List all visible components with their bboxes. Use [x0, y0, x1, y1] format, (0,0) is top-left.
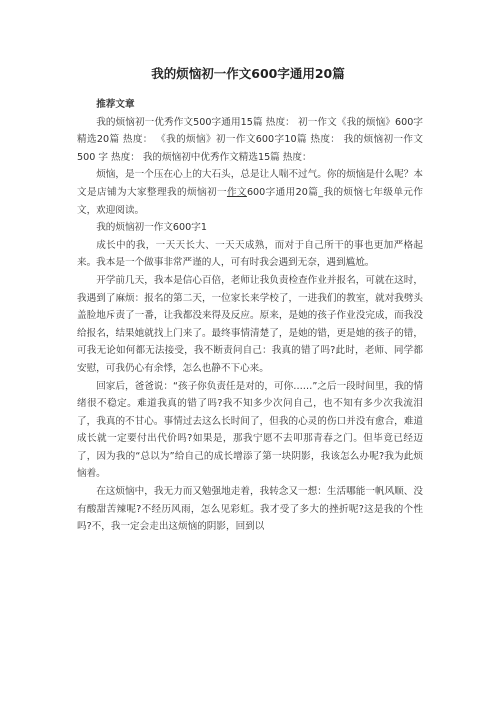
section-heading: 推荐文章 — [96, 99, 135, 110]
intro-text-before: 烦恼，是一个压在心上的大石头，总是让人喘不过气。你的烦恼是什么呢？本文是店铺为大家整理我的烦恼初一 — [77, 169, 423, 198]
intro-paragraph — [77, 166, 423, 219]
intro-text-after: 600字通用20篇_我的烦恼七年级单元作文，欢迎阅读。 — [77, 186, 423, 216]
body-paragraph: 回家后，爸爸说：“孩子你负责任是对的，可你……”之后一段时间里，我的情绪很不稳定。难道我真的错了吗?我不知多少次问自己，也不知有多少次我流泪了，我真的不甘心。事情过去这么长时间了，但我的心灵的伤口并没有愈合，难道成长就一定要付出代价吗?如果是，那我宁愿不去叩那青春之门。但毕竟已经迈了，因为我的“总以为”给自己的成长增添了第一块阴影，我该怎么办呢?我为此烦恼着。 — [77, 380, 423, 480]
recommend-list: 我的烦恼初一优秀作文500字通用15篇 热度： 初一作文《我的烦恼》600字精选20篇 热度： 《我的烦恼》初一作文600字10篇 热度： 我的烦恼初一作文 500 字 热度： 我的烦恼初中优秀作文精选15篇 热度： — [77, 116, 423, 163]
essay-title: 我的烦恼初一作文600字1 — [96, 222, 207, 234]
page-title: 我的烦恼初一作文600字通用20篇 — [151, 66, 345, 81]
body-paragraph: 在这烦恼中，我无力而又勉强地走着，我转念又一想：生活哪能一帆风顺、没有酸甜苦辣呢?不经历风雨，怎么见彩虹。我才受了多大的挫折呢?这是我的个性吗?不，我一定会走出这烦恼的阴影，回到以 — [77, 486, 423, 533]
document-body — [77, 96, 423, 536]
body-paragraph: 开学前几天，我本是信心百倍，老师让我负责检查作业并报名，可就在这时，我遇到了麻烦：报名的第二天，一位家长来学校了，一进我们的教室，就对我劈头盖脸地斥责了一番，让我都没来得及反应。原来，是她的孩子作业没完成，而我没给报名，结果她就找上门来了。最终事情清楚了，是她的错，更是她的孩子的错，可我无论如何都无法接受，我不断责问自己：我真的错了吗?此时，老师、同学都安慰，可我仍心有余悸，怎么也静不下心来。 — [77, 274, 423, 374]
intro-link[interactable]: 作文 — [226, 186, 247, 198]
body-paragraph: 成长中的我，一天天长大、一天天成熟，而对于自己所干的事也更加严格起来。我本是一个做事非常严谨的人，可有时我会遇到无奈，遇到尴尬。 — [77, 239, 423, 269]
